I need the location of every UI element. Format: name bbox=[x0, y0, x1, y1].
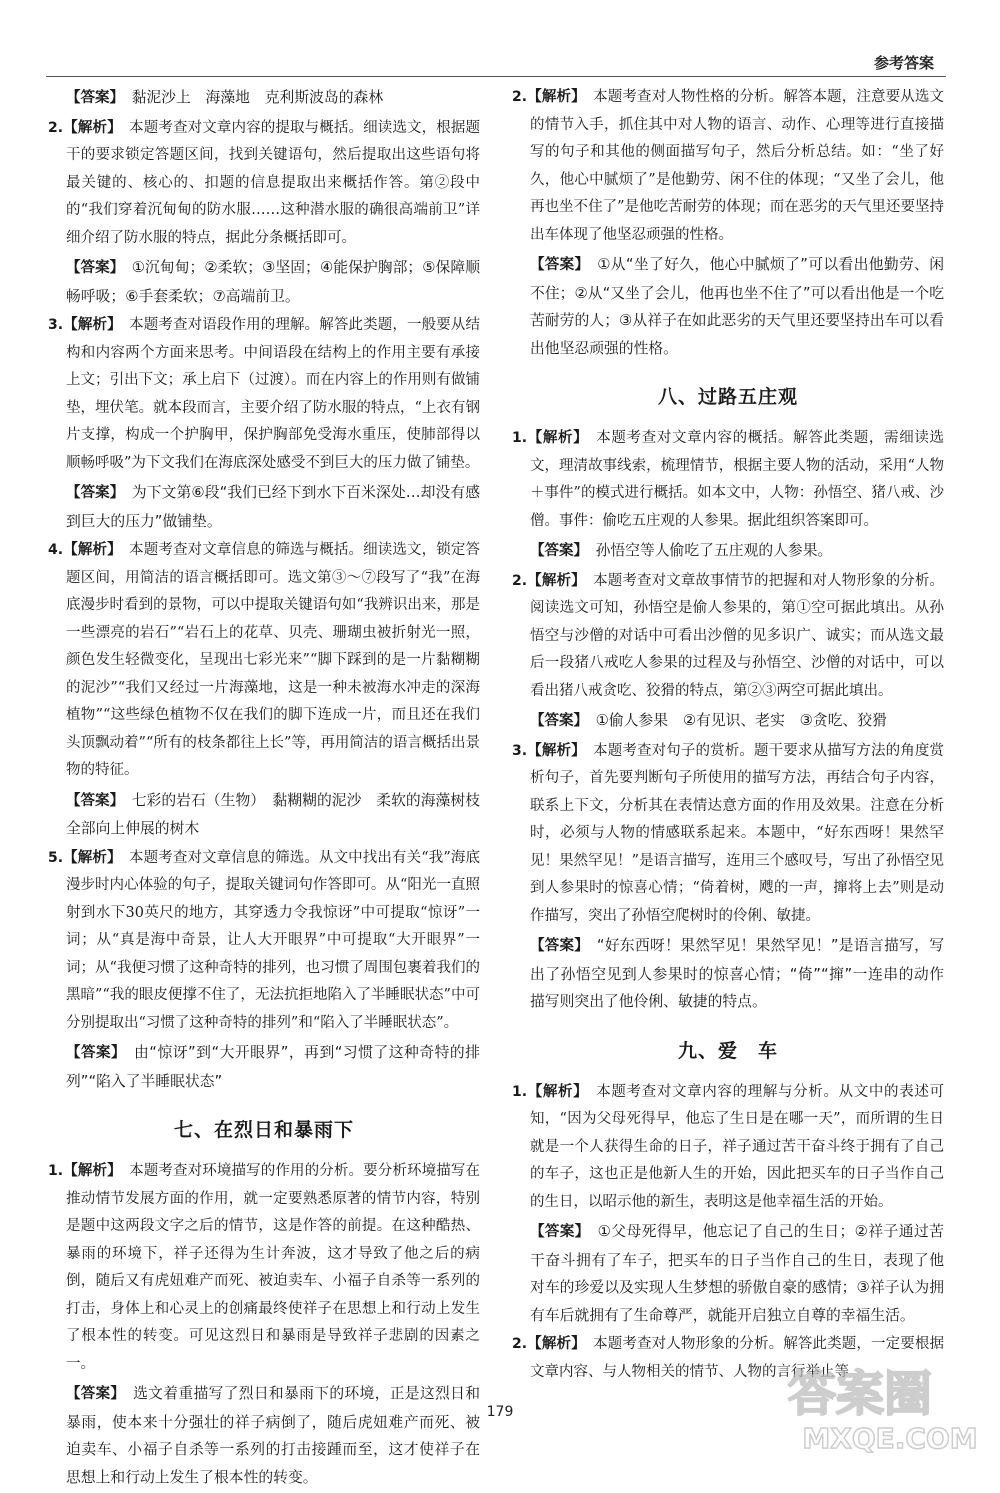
question-number: 4. bbox=[48, 542, 64, 558]
answer-tag: 【答案】 bbox=[530, 257, 583, 273]
answer-tag: 【答案】 bbox=[530, 543, 581, 559]
answer-tag: 【答案】 bbox=[530, 713, 581, 729]
question-number: 2. bbox=[512, 1336, 528, 1352]
answer-tag: 【答案】 bbox=[66, 260, 117, 276]
block-text: 本题考查对文章内容的提取与概括。细读选文，根据题干的要求锁定答题区间，找到关键语句，然后提取出这些语句将最关键的、核心的、扣题的信息提取出来概括作答。第②段中的“我们穿着沉甸甸的防水服……这种潜水服的确很高端前卫”详细介绍了防水服的特点，据此分条概括即可。 bbox=[66, 119, 481, 246]
block-text: 本题考查对文章信息的筛选。从文中找出有关“我”海底漫步时内心体验的句子，提取关键词句作答即可。从“阳光一直照射到水下30英尺的地方，其穿透力令我惊讶”中可提取“惊讶”一词；从“真是海中奇景，让人大开眼界”中可提取“大开眼界”一词；从“我便习惯了这种奇特的排列，也习惯了周围包裹着我们的黑暗”“我的眼皮便撑不住了，无法抗拒地陷入了半睡眠状态”中可分别提取出“习惯了这种奇特的排列”和“陷入了半睡眠状态”。 bbox=[66, 849, 481, 1031]
answer-block bbox=[48, 787, 480, 843]
analysis-block bbox=[48, 1158, 480, 1378]
answer-block bbox=[48, 479, 480, 535]
question-number: 1. bbox=[512, 430, 528, 446]
block-text: ①父母死得早，他忘记了自己的生日；②祥子通过苦干奋斗拥有了车子，把买车的日子当作自己的生日，表现了他对车的珍爱以及实现人生梦想的骄傲自豪的感情；③祥子认为拥有车后就拥有了生命尊严，就能开启独立自尊的幸福生活。 bbox=[530, 1223, 944, 1324]
watermark-subtext: MXQE.COM bbox=[802, 1422, 978, 1455]
analysis-block bbox=[48, 845, 480, 1038]
analysis-tag: 【解析】 bbox=[63, 119, 115, 136]
block-text: 本题考查对文章信息的筛选与概括。细读选文，锁定答题区间，用简洁的语言概括即可。选文第③～⑦段写了“我”在海底漫步时看到的景物，可以中提取关键语句如“我辨识出来，那是一些漂亮的岩石”“岩石上的花草、贝壳、珊瑚虫被折射光一照，颜色发生轻微变化，呈现出七彩光来”“脚下踩到的是一片黏糊糊的泥沙”“我们又经过一片海藻地，这是一种未被海水冲走的深海植物”“这些绿色植物不仅在我们的脚下连成一片，而且还在我们头顶飘动着”“所有的枝条都往上长”等，再用简洁的语言概括出景物的特征。 bbox=[66, 542, 481, 778]
analysis-tag: 【解析】 bbox=[527, 572, 579, 589]
question-number: 2. bbox=[512, 89, 528, 105]
question-number: 3. bbox=[48, 317, 64, 333]
answer-tag: 【答案】 bbox=[66, 1045, 119, 1061]
answer-block bbox=[48, 1039, 480, 1095]
block-text: ①从“坐了好久，他心中腻烦了”可以看出他勤劳、闲不住；②从“又坐了会儿，他再也坐不住了”可以看出他是一个吃苦耐劳的人；③从祥子在如此恶劣的天气里还要坚持出车可以看出他坚忍顽强的性格。 bbox=[530, 256, 944, 357]
block-text: 本题考查对环境描写的作用的分析。要分析环境描写在推动情节发展方面的作用，就一定要熟悉原著的情节内容，特别是题中这两段文字之后的情节，这是作答的前提。在这种酷热、暴雨的环境下，祥子还得为生计奔波，这才导致了他之后的病倒，随后又有虎妞难产而死、被迫卖车、小福子自杀等一系列的打击，身体上和心灵上的创痛最终使祥子在思想上和行动上发生了根本性的转变。可见这烈日和暴雨是导致祥子悲剧的因素之一。 bbox=[66, 1163, 481, 1372]
answer-block bbox=[48, 84, 480, 113]
analysis-tag: 【解析】 bbox=[527, 742, 579, 759]
block-text: “好东西呀！果然罕见！果然罕见！”是语言描写，写出了孙悟空见到人参果时的惊喜心情；“倚”“撺”一连串的动作描写则突出了他伶俐、敏捷的特点。 bbox=[530, 937, 944, 1010]
answer-block bbox=[48, 254, 480, 310]
block-text: 黏泥沙上 海藻地 克利斯波岛的森林 bbox=[131, 89, 384, 106]
section-title: 八、过路五庄观 bbox=[657, 386, 798, 408]
answer-block bbox=[512, 707, 944, 736]
page-header-label: 参考答案 bbox=[873, 54, 934, 72]
answer-tag: 【答案】 bbox=[66, 485, 118, 501]
answer-tag: 【答案】 bbox=[66, 1386, 118, 1402]
watermark-logo bbox=[740, 1350, 990, 1460]
analysis-block bbox=[512, 84, 944, 249]
analysis-tag: 【解析】 bbox=[527, 89, 579, 105]
question-number: 1. bbox=[512, 1083, 528, 1100]
block-text: 本题考查对句子的赏析。题干要求从描写方法的角度赏析句子，首先要判断句子所使用的描写方法，再结合句子内容，联系上下文，分析其在表情达意方面的作用及效果。注意在分析时，必须与人物的情感联系起来。本题中，“好东西呀！果然罕见！果然罕见！”是语言描写，连用三个感叹号，写出了孙悟空见到人参果时的惊喜心情；“倚着树，飕的一声，撺将上去”则是动作描写，突出了孙悟空爬树时的伶俐、敏捷。 bbox=[530, 742, 945, 924]
block-text: 本题考查对文章内容的理解与分析。从文中的表述可知，“因为父母死得早，他忘了生日是在哪一天”，而所谓的生日就是一个人获得生命的日子，祥子通过苦干奋斗终于拥有了自己的车子，这也正是他新人生的开始，因此把买车的日子当作自己的生日，以昭示他的新生，表明这是他幸福生活的开始。 bbox=[530, 1083, 945, 1210]
block-text: 由“惊讶”到“大开眼界”，再到“习惯了这种奇特的排列”“陷入了半睡眠状态” bbox=[66, 1044, 480, 1090]
answer-block bbox=[512, 537, 944, 566]
analysis-tag: 【解析】 bbox=[63, 317, 115, 333]
question-number: 3. bbox=[512, 742, 528, 759]
analysis-block bbox=[512, 1079, 944, 1217]
block-text: 本题考查对语段作用的理解。解答此类题，一般要从结构和内容两个方面来思考。中间语段在结构上的作用主要有承接上文；引出下文；承上启下（过渡）。而在内容上的作用则有做铺垫，埋伏笔。就本段而言，主要介绍了防水服的特点，“上衣有钢片支撑，构成一个护胸甲，保护胸部免受海水重压，使肺部得以顺畅呼吸”为下文我们在海底深处感受不到巨大的压力做了铺垫。 bbox=[66, 317, 481, 471]
answer-tag: 【答案】 bbox=[530, 1224, 583, 1240]
analysis-tag: 【解析】 bbox=[527, 1336, 579, 1352]
block-text: 本题考查对文章故事情节的把握和对人物形象的分析。阅读选文可知，孙悟空是偷人参果的，第①空可据此填出。从孙悟空与沙僧的对话中可看出沙僧的见多识广、诚实；而从选文最后一段猪八戒吃人参果的过程及与孙悟空、沙僧的对话中，可以看出猪八戒贪吃、狡猾的特点，第②③两空可据此填出。 bbox=[530, 572, 945, 699]
page-number: 179 bbox=[486, 1404, 514, 1420]
block-text: 本题考查对人物性格的分析。解答本题，注意要从选文的情节入手，抓住其中对人物的语言、动作、心理等进行直接描写的句子和其他的侧面描写句子，然后分析总结。如：“坐了好久，他心中腻烦了”是他勤劳、闲不住的体现；“又坐了会儿，他再也坐不住了”是他吃苦耐劳的体现；而在恶劣的天气里还要坚持出车体现了他坚忍顽强的性格。 bbox=[530, 89, 945, 243]
analysis-tag: 【解析】 bbox=[63, 542, 115, 558]
question-number: 5. bbox=[48, 849, 64, 866]
analysis-tag: 【解析】 bbox=[527, 1083, 582, 1100]
left-column bbox=[48, 84, 480, 1493]
block-text: 本题考查对文章内容的概括。解答此类题，需细读选文，理清故事线索，梳理情节，根据主要人物的活动，采用“人物＋事件”的模式进行概括。如本文中，人物：孙悟空、猪八戒、沙僧。事件：偷吃五庄观的人参果。据此组织答案即可。 bbox=[530, 430, 945, 529]
answer-tag: 【答案】 bbox=[530, 938, 582, 954]
analysis-block bbox=[512, 425, 944, 535]
block-text: 本题考查对人物形象的分析。解答此类题，一定要根据文章内容、与人物相关的情节、人物的言行举止等 bbox=[530, 1336, 945, 1380]
question-number: 2. bbox=[512, 572, 528, 589]
block-text: 七彩的岩石（生物） 黏糊糊的泥沙 柔软的海藻树枝全部向上伸展的树木 bbox=[66, 791, 480, 837]
answer-block bbox=[512, 1218, 944, 1329]
question-number: 1. bbox=[48, 1163, 64, 1179]
analysis-block bbox=[48, 115, 480, 253]
answer-tag: 【答案】 bbox=[66, 90, 117, 106]
block-text: 孙悟空等人偷吃了五庄观的人参果。 bbox=[595, 542, 833, 559]
block-text: ①偷人参果 ②有见识、老实 ③贪吃、狡猾 bbox=[595, 712, 887, 729]
analysis-tag: 【解析】 bbox=[527, 430, 582, 446]
watermark-text: 答案圈 bbox=[787, 1366, 933, 1422]
answer-tag: 【答案】 bbox=[66, 792, 117, 809]
analysis-block bbox=[48, 312, 480, 477]
answer-block bbox=[512, 932, 944, 1016]
analysis-block bbox=[512, 568, 944, 706]
analysis-block bbox=[48, 537, 480, 785]
question-number: 2. bbox=[48, 119, 64, 136]
answer-block bbox=[48, 1380, 480, 1491]
block-text: ①沉甸甸；②柔软；③坚固；④能保护胸部；⑤保障顺畅呼吸；⑥手套柔软；⑦高端前卫。 bbox=[66, 259, 480, 305]
analysis-tag: 【解析】 bbox=[63, 1163, 115, 1179]
analysis-tag: 【解析】 bbox=[63, 849, 115, 866]
block-text: 为下文第⑥段“我们已经下到水下百米深处…却没有感到巨大的压力”做铺垫。 bbox=[66, 484, 480, 530]
block-text: 选文着重描写了烈日和暴雨下的环境，正是这烈日和暴雨，使本来十分强壮的祥子病倒了，随后虎妞难产而死、被迫卖车、小福子自杀等一系列的打击接踵而至，这才使祥子在思想上和行动上发生了根本性的转变。 bbox=[66, 1385, 480, 1486]
answer-block bbox=[512, 251, 944, 362]
right-column bbox=[512, 84, 944, 1388]
analysis-block bbox=[512, 738, 944, 931]
header-rule bbox=[46, 76, 946, 77]
section-title: 九、爱 车 bbox=[677, 1039, 778, 1062]
section-title: 七、在烈日和暴雨下 bbox=[173, 1119, 354, 1141]
